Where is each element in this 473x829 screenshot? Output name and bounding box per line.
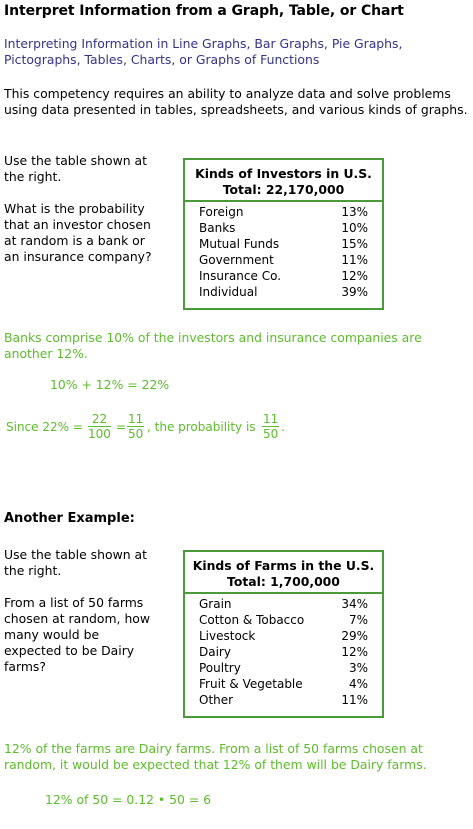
row-label: Dairy	[199, 645, 231, 659]
question-1: What is the probability that an investor chosen at random is a bank or an insurance company?	[4, 201, 152, 264]
row-label: Mutual Funds	[199, 237, 280, 251]
row-label: Individual	[199, 285, 258, 299]
another-example-heading: Another Example:	[4, 511, 135, 526]
row-value: 11%	[341, 693, 368, 707]
row-value: 11%	[341, 253, 368, 267]
row-value: 15%	[341, 237, 368, 251]
row-value: 12%	[341, 645, 368, 659]
row-label: Insurance Co.	[199, 269, 282, 283]
farms-table	[183, 550, 384, 718]
row-value: 29%	[341, 629, 368, 643]
fraction-numerator: 22	[88, 412, 111, 427]
fraction-denominator: 100	[88, 427, 111, 441]
fraction-numerator: 11	[128, 412, 144, 426]
table-row	[185, 692, 382, 708]
table-row	[185, 660, 382, 676]
fraction-denominator: 50	[263, 427, 279, 441]
intro-paragraph: This competency requires an ability to analyze data and solve problems using data presented in tables, spreadsheets, and various kinds of graphs.	[4, 86, 468, 117]
table-total: Total: 1,700,000	[227, 574, 340, 589]
row-value: 10%	[341, 221, 368, 235]
row-label: Government	[199, 253, 274, 267]
table-row	[185, 628, 382, 644]
row-value: 12%	[341, 269, 368, 283]
row-label: Other	[199, 693, 234, 707]
table-row	[185, 236, 382, 252]
investors-table	[183, 158, 384, 310]
table-rows	[185, 594, 382, 708]
table-row	[185, 612, 382, 628]
period: .	[281, 420, 285, 434]
question-2: From a list of 50 farms chosen at random, how many would be expected to be Dairy farms?	[4, 595, 151, 674]
table-row	[185, 676, 382, 692]
table-rows	[185, 202, 382, 300]
row-label: Poultry	[199, 661, 241, 675]
row-label: Fruit & Vegetable	[199, 677, 303, 691]
row-value: 3%	[348, 661, 368, 675]
sum-equation: 10% + 12% = 22%	[50, 377, 170, 392]
row-value: 39%	[341, 285, 368, 299]
table-title: Kinds of Investors in U.S.	[195, 166, 372, 181]
table-total: Total: 22,170,000	[222, 182, 345, 197]
fraction-denominator: 50	[128, 427, 144, 441]
row-value: 13%	[341, 205, 368, 219]
fraction-numerator: 11	[263, 412, 279, 426]
calc-equation: 12% of 50 = 0.12 • 50 = 6	[45, 792, 212, 807]
fraction-11-50-result	[262, 412, 279, 441]
probability-text: , the probability is	[147, 420, 256, 434]
table-row	[185, 596, 382, 612]
table-row	[185, 284, 382, 300]
answer-1: Banks comprise 10% of the investors and insurance companies are another 12%.	[4, 330, 422, 361]
row-value: 34%	[341, 597, 368, 611]
row-label: Foreign	[199, 205, 244, 219]
table-header	[185, 552, 382, 589]
equals-sign: =	[116, 420, 127, 434]
table-row	[185, 204, 382, 220]
table-row	[185, 220, 382, 236]
page-title: Interpret Information from a Graph, Table, or Chart	[4, 3, 404, 19]
fraction-11-50	[127, 412, 144, 441]
row-label: Cotton & Tobacco	[199, 613, 305, 627]
use-table-instruction: Use the table shown at the right.	[4, 153, 147, 184]
use-table-instruction-2: Use the table shown at the right.	[4, 547, 147, 578]
table-title: Kinds of Farms in the U.S.	[192, 558, 375, 573]
row-label: Grain	[199, 597, 232, 611]
table-row	[185, 644, 382, 660]
fraction-22-100	[88, 412, 111, 441]
answer-2: 12% of the farms are Dairy farms. From a list of 50 farms chosen at random, it would be expected that 12% of them will be Dairy farms.	[4, 741, 427, 772]
row-label: Banks	[199, 221, 236, 235]
row-value: 7%	[348, 613, 368, 627]
page-subtitle: Interpreting Information in Line Graphs, Bar Graphs, Pie Graphs, Pictographs, Tables, Charts, or Graphs of Functions	[4, 36, 403, 67]
table-row	[185, 252, 382, 268]
row-label: Livestock	[199, 629, 256, 643]
table-header	[185, 160, 382, 197]
since-prefix: Since 22% =	[6, 420, 83, 434]
table-row	[185, 268, 382, 284]
row-value: 4%	[348, 677, 368, 691]
